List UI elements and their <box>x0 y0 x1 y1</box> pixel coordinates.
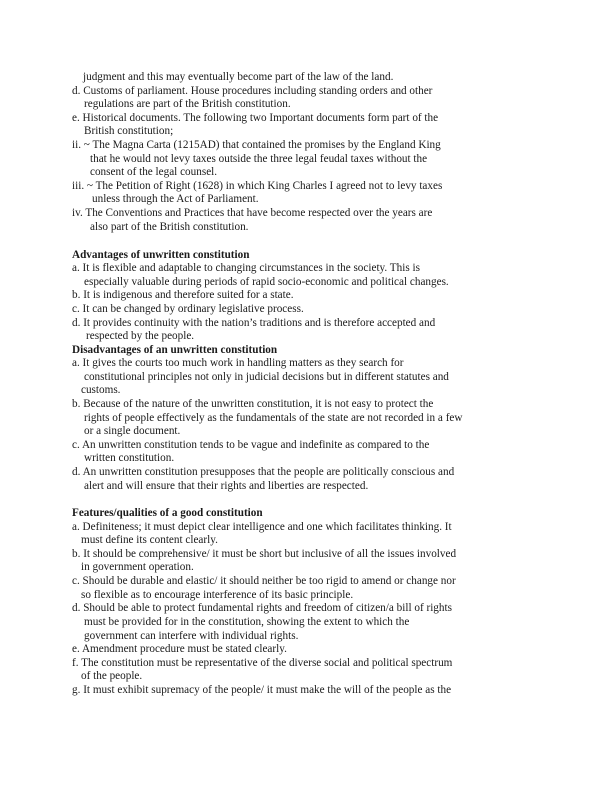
text-line: customs. <box>81 384 121 396</box>
section-heading: Features/qualities of a good constitution <box>72 507 263 519</box>
text-line: b. Because of the nature of the unwritten constitution, it is not easy to protect the <box>72 398 434 410</box>
text-line: must define its content clearly. <box>81 534 218 546</box>
text-line: consent of the legal counsel. <box>90 166 218 178</box>
text-line: d. An unwritten constitution presupposes that the people are politically conscious and <box>72 466 455 478</box>
text-line: b. It should be comprehensive/ it must be short but inclusive of all the issues involved <box>72 548 457 560</box>
text-line: c. It can be changed by ordinary legislative process. <box>72 303 304 315</box>
text-line: judgment and this may eventually become part of the law of the land. <box>83 71 394 83</box>
text-line: rights of people effectively as the fundamentals of the state are not recorded in a few <box>84 412 463 424</box>
text-line: d. Should be able to protect fundamental rights and freedom of citizen/a bill of rights <box>72 602 452 614</box>
text-line: that he would not levy taxes outside the three legal feudal taxes without the <box>90 153 428 165</box>
text-line: especially valuable during periods of rapid socio-economic and political changes. <box>84 276 449 288</box>
text-line: c. An unwritten constitution tends to be vague and indefinite as compared to the <box>72 439 430 451</box>
text-line: constitutional principles not only in judicial decisions but in different statutes and <box>84 371 449 383</box>
text-line: a. It gives the courts too much work in handling matters as they search for <box>72 357 404 369</box>
text-line: f. The constitution must be representative of the diverse social and political spectrum <box>72 657 453 669</box>
text-line: government can interfere with individual rights. <box>84 630 299 642</box>
text-line: a. Definiteness; it must depict clear intelligence and one which facilitates thinking. It <box>72 521 452 533</box>
text-line: alert and will ensure that their rights and liberties are respected. <box>84 480 369 492</box>
text-line: so flexible as to encourage interference of its basic principle. <box>81 589 354 601</box>
text-line: g. It must exhibit supremacy of the people/ it must make the will of the people as the <box>72 684 452 696</box>
text-line: written constitution. <box>84 452 175 464</box>
text-line: b. It is indigenous and therefore suited for a state. <box>72 289 294 301</box>
text-line: d. It provides continuity with the nation’s traditions and is therefore accepted and <box>72 317 436 329</box>
text-line: e. Historical documents. The following two Important documents form part of the <box>72 112 439 124</box>
section-heading: Advantages of unwritten constitution <box>72 249 250 261</box>
text-line: in government operation. <box>81 561 194 573</box>
text-line: respected by the people. <box>86 330 195 342</box>
section-heading: Disadvantages of an unwritten constitution <box>72 344 278 356</box>
text-line: must be provided for in the constitution, showing the extent to which the <box>84 616 410 628</box>
text-line: d. Customs of parliament. House procedures including standing orders and other <box>72 85 433 97</box>
text-line: a. It is flexible and adaptable to changing circumstances in the society. This is <box>72 262 420 274</box>
text-line: ii. ~ The Magna Carta (1215AD) that contained the promises by the England King <box>72 139 441 151</box>
text-line: or a single document. <box>84 425 181 437</box>
text-line: c. Should be durable and elastic/ it should neither be too rigid to amend or change nor <box>72 575 456 587</box>
text-line: also part of the British constitution. <box>90 221 249 233</box>
text-line: of the people. <box>81 670 143 682</box>
text-line: unless through the Act of Parliament. <box>92 193 259 205</box>
text-line: iii. ~ The Petition of Right (1628) in which King Charles I agreed not to levy taxes <box>72 180 443 192</box>
text-line: iv. The Conventions and Practices that have become respected over the years are <box>72 207 433 219</box>
text-line: British constitution; <box>84 125 174 137</box>
text-line: regulations are part of the British constitution. <box>84 98 291 110</box>
text-line: e. Amendment procedure must be stated clearly. <box>72 643 287 655</box>
